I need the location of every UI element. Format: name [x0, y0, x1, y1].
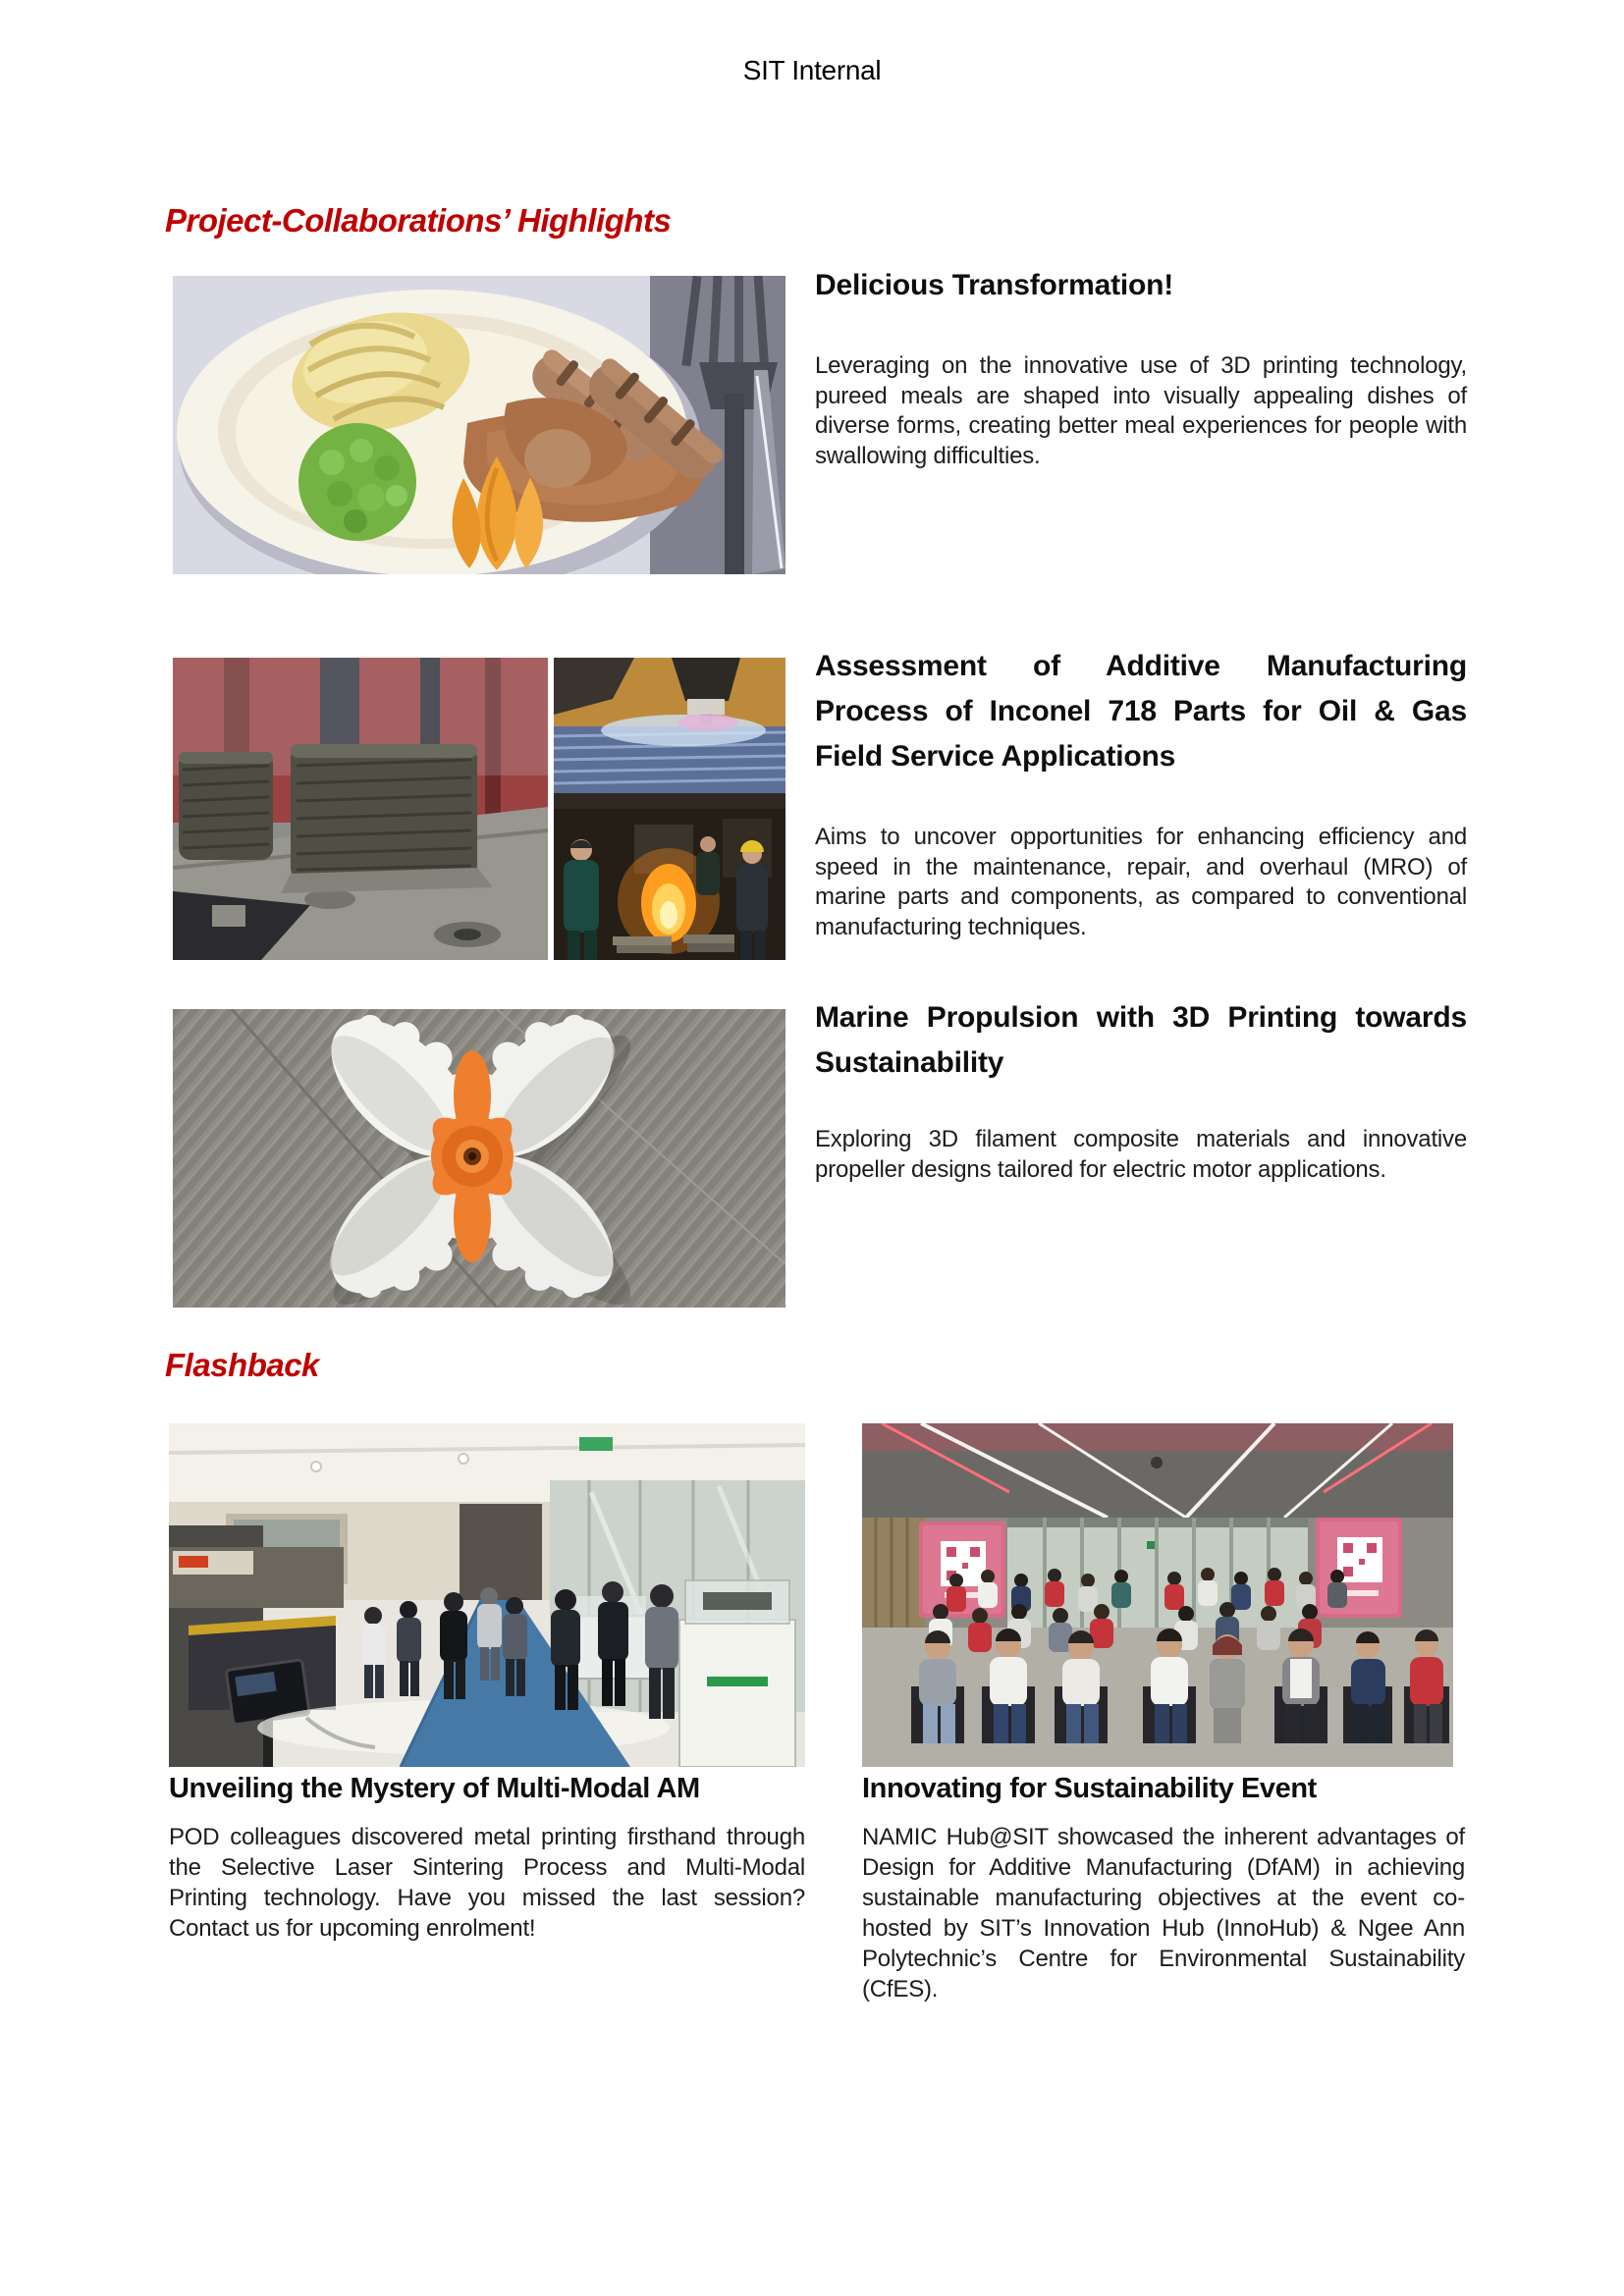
propeller-illustration [173, 1009, 785, 1308]
foundry-photo [554, 809, 785, 960]
highlight-2-body: Aims to uncover opportunities for enhancing efficiency and speed in the maintenance, repair, and overhaul (MRO) of marine parts and components, as compared to conventional manufacturing techniques. [815, 824, 1467, 940]
printed-blocks-photo [173, 658, 548, 960]
highlight-1-title: Delicious Transformation! [815, 269, 1174, 301]
highlight-1-body: Leveraging on the innovative use of 3D printing technology, pureed meals are shaped into visually appealing dishes of diverse forms, creating better meal experiences for people with swallowing difficulties. [815, 352, 1467, 469]
flashback-heading: Flashback [165, 1347, 319, 1383]
deposition-process-photo [554, 658, 785, 809]
highlights-heading: Project-Collaborations’ Highlights [165, 202, 672, 239]
pureed-food-plate-illustration [173, 276, 785, 574]
propeller-image [173, 1009, 785, 1308]
display-case [679, 1580, 795, 1767]
highlight-2-title: Assessment of Additive Manufacturing Process of Inconel 718 Parts for Oil & Gas Field Service Applications [815, 650, 1467, 773]
inconel-collage-illustration [173, 658, 785, 960]
flashback-1-body: POD colleagues discovered metal printing firsthand through the Selective Laser Sintering Process and Multi-Modal Printing technology. Have you missed the last session? Contact us for upcoming enrolment! [169, 1824, 805, 1942]
ceiling-lights [862, 1423, 1453, 1518]
flashback-2-title: Innovating for Sustainability Event [862, 1773, 1317, 1804]
flashback-1-title: Unveiling the Mystery of Multi-Modal AM [169, 1773, 700, 1804]
highlight-3-title: Marine Propulsion with 3D Printing towards Sustainability [815, 1001, 1467, 1079]
flashback-2-body: NAMIC Hub@SIT showcased the inherent advantages of Design for Additive Manufacturing (DfAM) in achieving sustainable manufacturing objectives at the event co-hosted by SIT’s Innovation Hub (InnoHub) & Ngee Ann Polytechnic’s Centre for Environmental Sustainability (CfES). [862, 1824, 1465, 2002]
sustainability-event-illustration [862, 1423, 1453, 1767]
am-lab-tour-image [169, 1423, 805, 1767]
am-lab-tour-illustration [169, 1423, 805, 1767]
inconel-collage-image [173, 658, 785, 960]
pea-puree-dome [298, 423, 416, 541]
classification-header: SIT Internal [742, 55, 882, 85]
sustainability-event-image [862, 1423, 1453, 1767]
highlight-3-body: Exploring 3D filament composite materials and innovative propeller designs tailored for electric motor applications. [815, 1126, 1467, 1183]
pureed-food-plate-image [173, 276, 785, 574]
